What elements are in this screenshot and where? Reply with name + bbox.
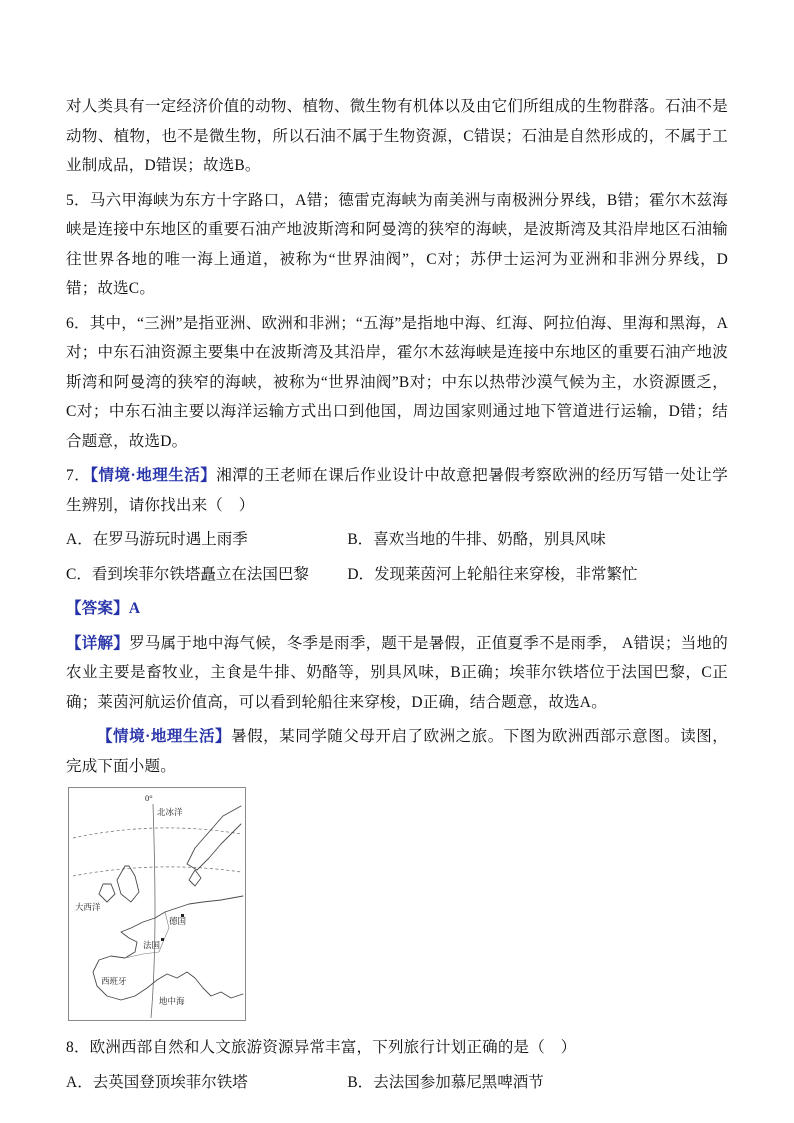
map-label-france: 法国 [143, 940, 161, 950]
option-a-text: 在罗马游玩时遇上雨季 [92, 531, 248, 548]
map-label-spain: 西班牙 [101, 976, 127, 986]
question-7-stem-text: 湘潭的王老师在课后作业设计中故意把暑假考察欧洲的经历写错一处让学生辨别，请你找出来（ ） [66, 467, 728, 514]
map-label-prime-meridian: 0° [145, 793, 153, 803]
question-7-explanation [66, 629, 728, 718]
option-c-text: 看到埃菲尔铁塔矗立在法国巴黎 [91, 565, 309, 583]
france-city-marker [161, 938, 164, 941]
scenario-context-tag: 【情境·地理生活】 [97, 728, 232, 745]
intro-explanation-text: 对人类具有一定经济价值的动物、植物、微生物有机体以及由它们所组成的生物群落。石油不是动物、植物，也不是微生物，所以石油不属于生物资源，C错误；石油是自然形成的，不属于工业制成品，D错误；故选B。 [66, 98, 728, 174]
explanation-tag: 【详解】 [66, 634, 130, 652]
question-7-stem [66, 461, 728, 520]
map-label-germany: 德国 [169, 916, 187, 926]
option-b-text: 喜欢当地的牛排、奶酪，别具风味 [373, 531, 606, 548]
prime-meridian-line [151, 804, 155, 1018]
question-7-context-tag: 【情境·地理生活】 [90, 467, 217, 484]
question-7-number: 7． [66, 467, 91, 484]
q5-explanation-text: 5．马六甲海峡为东方十字路口，A错；德雷克海峡为南美洲与南极洲分界线，B错；霍尔木兹海峡是连接中东地区的重要石油产地波斯湾和阿曼湾的狭窄的海峡，是波斯湾及其沿岸地区石油输往世界各地的唯一海上通道，被称为“世界油阀”，C对；苏伊士运河为亚洲和非洲分界线，D错；故选C。 [66, 191, 728, 297]
option-c-label: C． [66, 565, 92, 583]
option-a-label: A． [66, 531, 93, 548]
question-7-option-d [347, 560, 728, 590]
option-d-label: D． [347, 565, 375, 583]
map-label-atlantic-ocean: 大西洋 [75, 902, 101, 912]
europe-west-map [68, 787, 246, 1021]
map-label-arctic-ocean: 北冰洋 [157, 807, 183, 817]
q6-explanation-text: 6．其中，“三洲”是指亚洲、欧洲和非洲；“五海”是指地中海、红海、阿拉伯海、里海和黑海，A对；中东石油资源主要集中在波斯湾及其沿岸，霍尔木兹海峡是连接中东地区的重要石油产地波斯湾和阿曼湾的狭窄的海峡，被称为“世界油阀”B对；中东以热带沙漠气候为主，水资源匮乏，C对；中东石油主要以海洋运输方式出口到他国，周边国家则通过地下管道进行运输，D错；结合题意，故选D。 [66, 314, 728, 450]
q8-option-b-label: B． [347, 1073, 374, 1091]
question-7-option-a [66, 525, 347, 555]
question-7-options-row-2 [66, 560, 728, 590]
question-8-stem-text: 欧洲西部自然和人文旅游资源异常丰富，下列旅行计划正确的是（ ） [89, 1039, 577, 1056]
latitude-line-1 [73, 828, 241, 838]
paragraph-q6-explanation [66, 309, 728, 457]
scenario-paragraph [66, 722, 728, 781]
explanation-text: 罗马属于地中海气候，冬季是雨季，题干是暑假，正值夏季不是雨季， A错误；当地的农业主要是畜牧业，主食是牛排、奶酪等，别具风味，B正确；埃菲尔铁塔位于法国巴黎，C正确；莱茵河航运价值高，可以看到轮船往来穿梭，D正确，结合题意，故选A。 [66, 634, 728, 711]
map-label-mediterranean: 地中海 [159, 996, 185, 1006]
q8-option-b-text: 去法国参加慕尼黑啤酒节 [373, 1073, 544, 1091]
question-7-option-b [347, 525, 728, 555]
question-7-answer-line [66, 594, 728, 624]
paragraph-intro-explanation [66, 92, 728, 181]
question-8-number: 8． [66, 1039, 90, 1056]
question-7-options-row-1 [66, 525, 728, 555]
question-8-options-row [66, 1068, 728, 1098]
question-7-option-c [66, 560, 347, 590]
britain-coastline [117, 866, 139, 902]
option-b-label: B． [347, 531, 374, 548]
answer-value: A [128, 600, 141, 617]
question-8-option-a [66, 1068, 347, 1098]
scenario-text: 暑假，某同学随父母开启了欧洲之旅。下图为欧洲西部示意图。读图，完成下面小题。 [66, 728, 728, 775]
latitude-line-2 [73, 867, 241, 876]
q8-option-a-text: 去英国登顶埃菲尔铁塔 [92, 1073, 248, 1091]
question-8-option-b [347, 1068, 728, 1098]
paragraph-q5-explanation [66, 186, 728, 304]
answer-tag: 【答案】 [66, 600, 129, 617]
denmark-coastline [189, 870, 201, 886]
ireland-coastline [99, 884, 115, 902]
scandinavia-coastline [187, 806, 241, 870]
europe-west-map-svg [69, 788, 245, 1020]
q8-option-a-label: A． [66, 1073, 93, 1091]
france-germany-border [159, 912, 169, 952]
option-d-text: 发现莱茵河上轮船往来穿梭，非常繁忙 [374, 565, 638, 583]
question-8-stem [66, 1033, 728, 1063]
